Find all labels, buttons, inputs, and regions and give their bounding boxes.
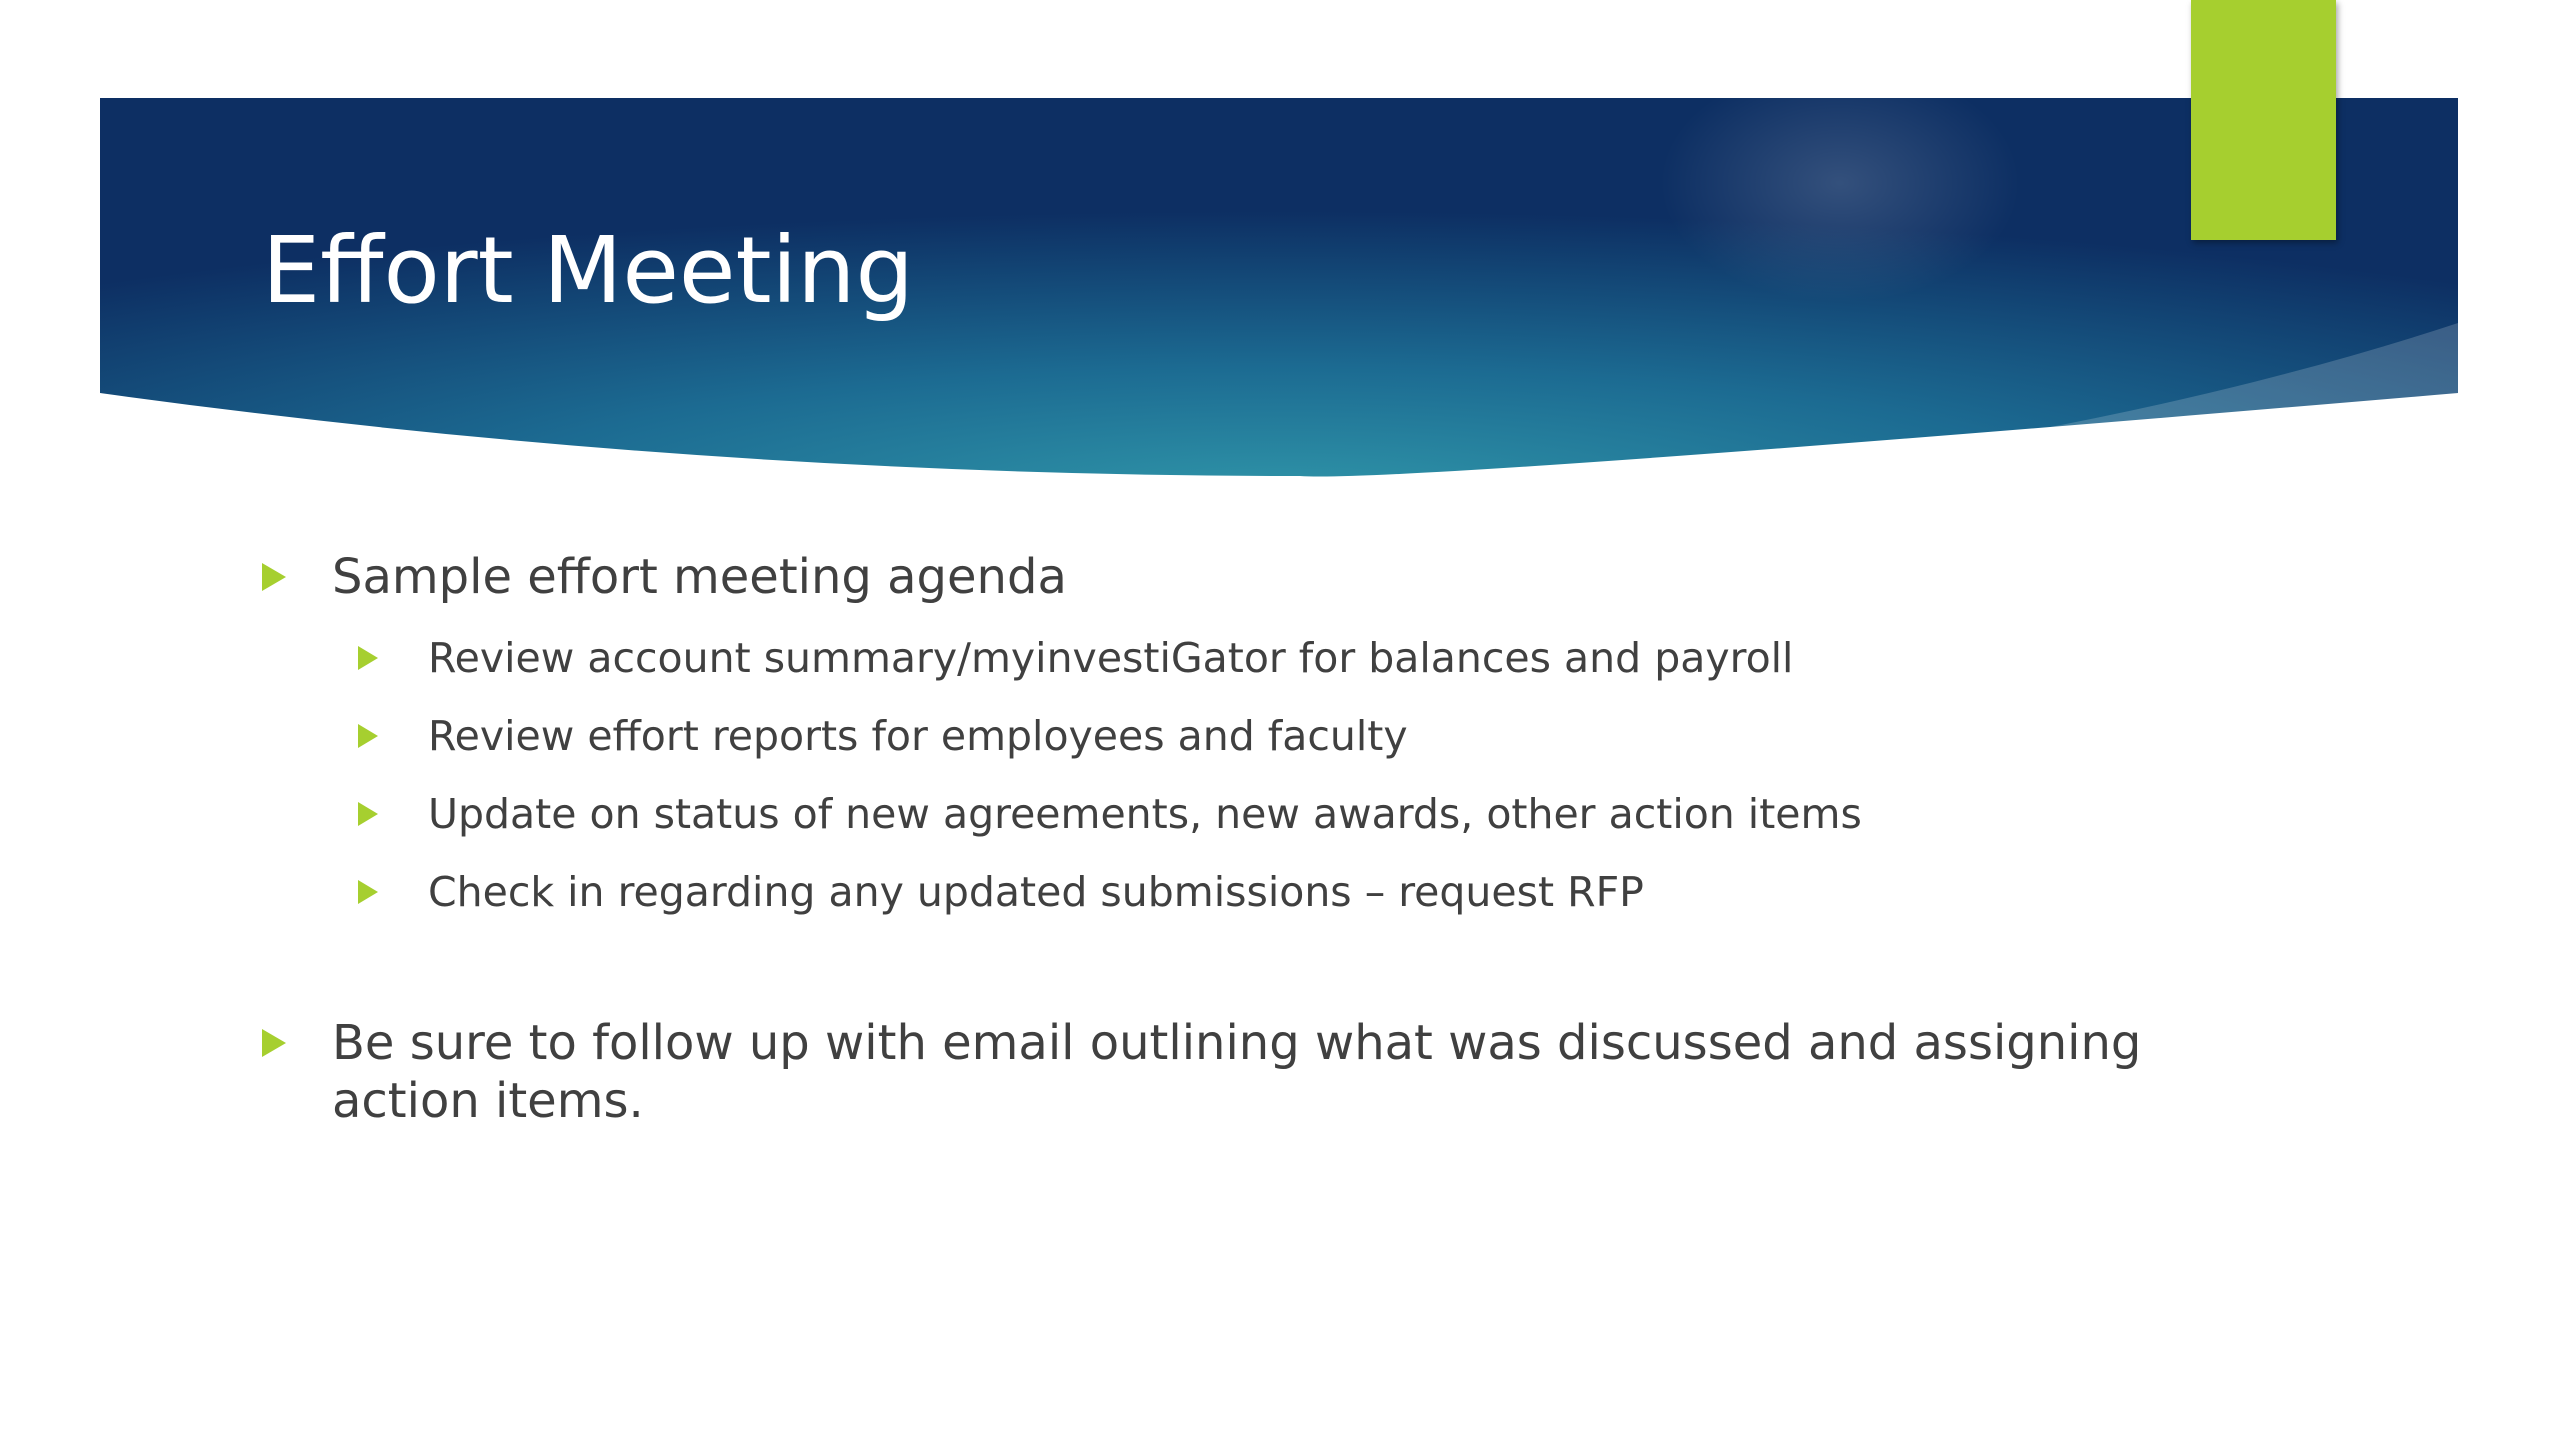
green-tab-decoration bbox=[2191, 0, 2336, 240]
sub-bullet-text: Review effort reports for employees and faculty bbox=[428, 712, 1408, 760]
sub-bullet-item bbox=[358, 710, 2162, 762]
sub-bullet-item bbox=[358, 632, 2162, 684]
triangle-bullet-icon bbox=[262, 563, 286, 591]
sub-bullet-item bbox=[358, 788, 2162, 840]
sub-bullet-text: Check in regarding any updated submissions – request RFP bbox=[428, 868, 1644, 916]
triangle-bullet-icon bbox=[358, 880, 378, 904]
triangle-bullet-icon bbox=[358, 802, 378, 826]
slide-title: Effort Meeting bbox=[262, 217, 914, 324]
sub-bullet-list bbox=[262, 632, 2162, 918]
sub-bullet-text: Review account summary/myinvestiGator for balances and payroll bbox=[428, 634, 1794, 682]
triangle-bullet-icon bbox=[262, 1029, 286, 1057]
bullet-item bbox=[262, 1014, 2162, 1130]
sub-bullet-text: Update on status of new agreements, new awards, other action items bbox=[428, 790, 1862, 838]
triangle-bullet-icon bbox=[358, 646, 378, 670]
bullet-text: Sample effort meeting agenda bbox=[332, 549, 1067, 605]
bullet-item bbox=[262, 548, 2162, 606]
slide-content bbox=[262, 548, 2162, 1130]
bullet-text: Be sure to follow up with email outlining what was discussed and assigning action items. bbox=[332, 1015, 2142, 1129]
triangle-bullet-icon bbox=[358, 724, 378, 748]
sub-bullet-item bbox=[358, 866, 2162, 918]
